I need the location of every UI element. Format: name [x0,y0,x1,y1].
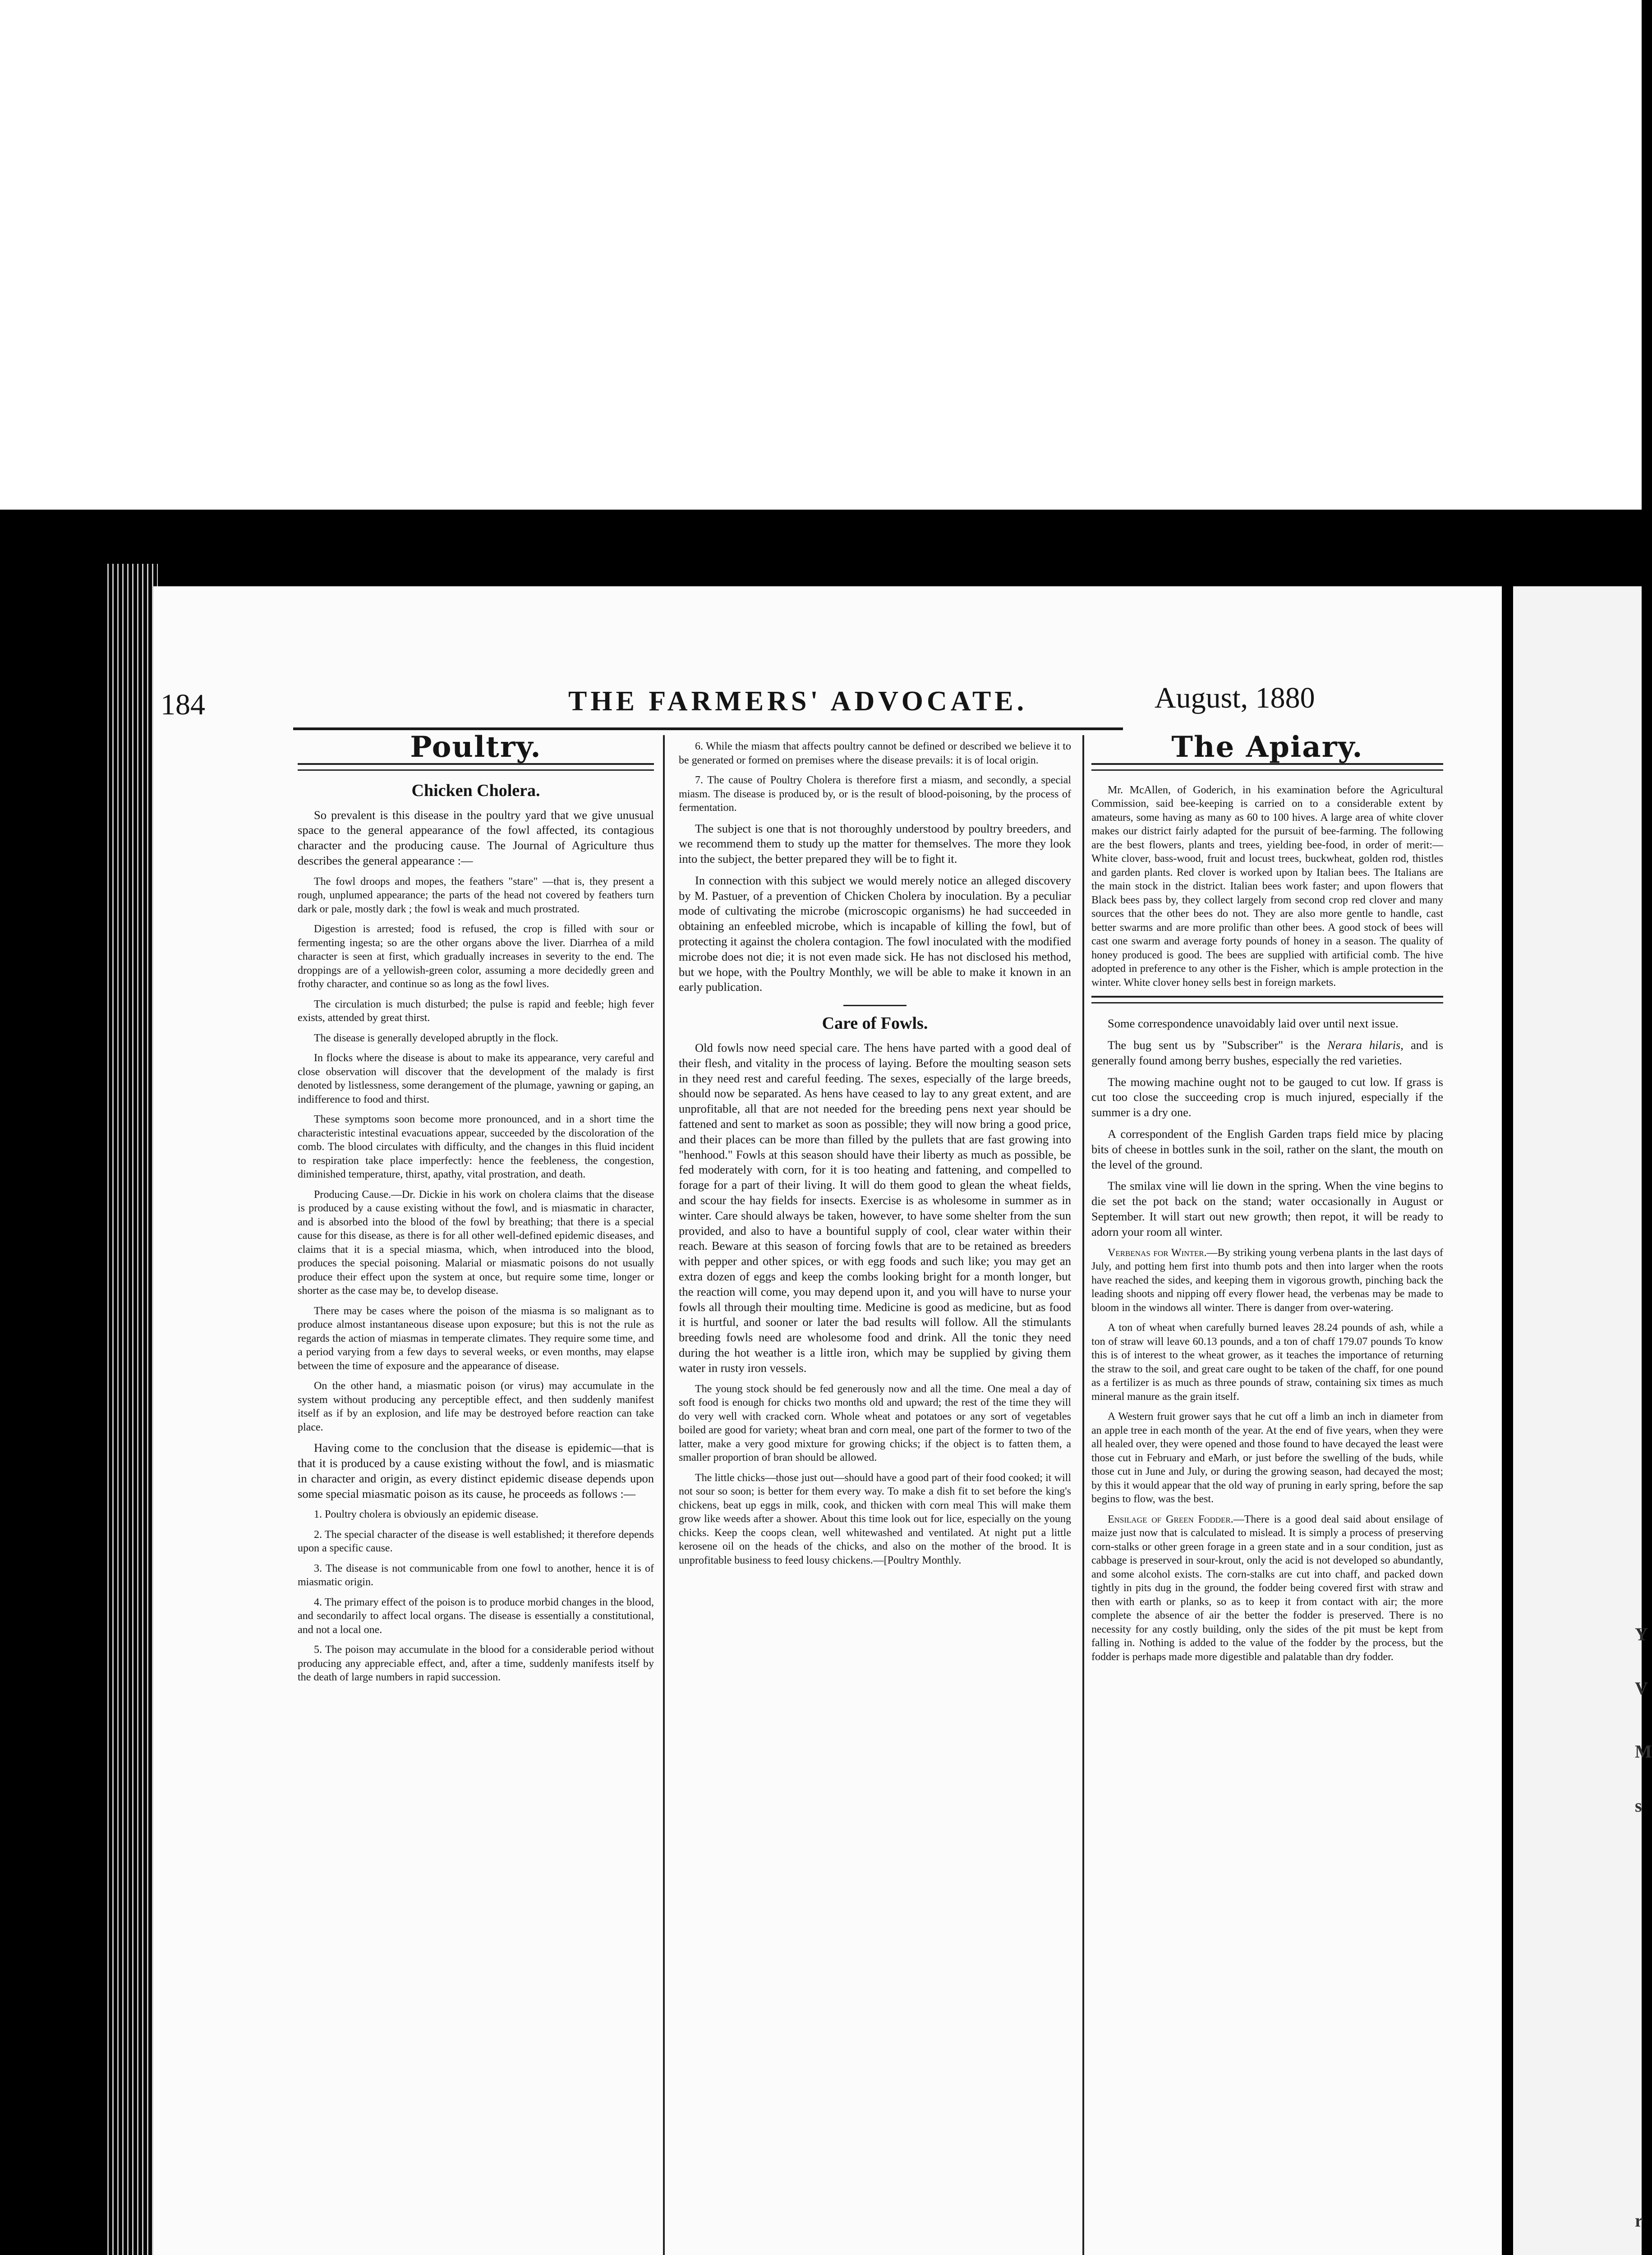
paragraph: So prevalent is this disease in the poultry yard that we give unusual space to the general appearance of the fowl affected, its contagious character and the producing cause. The Journal of Agriculture thus describes the general appearance :— [298,808,654,867]
paragraph: Having come to the conclusion that the disease is epidemic—that is that it is produced by a cause existing without the fowl, and is miasmatic in character and origin, as every distinct epidemic disease depends upon some special miasmatic poison as its cause, he proceeds as follows :— [298,1441,654,1500]
list-item: 1. Poultry cholera is obviously an epidemic disease. [314,1509,538,1521]
section-rule [298,763,654,771]
paragraph: Old fowls now need special care. The hens have parted with a good deal of their flesh, and vitality in the process of laying. Before the moulting season sets in they need rest and careful feeding. The sexes, especially of the large breeds, should now be separated. As hens have ceased to lay to any great extent, and are unprofitable, all that are not needed for the breeding pens next year should be fattened and sent to market as soon as possible; they will now bring a good price, and their places can be more than filled by the pullets that are fast growing into "henhood." Fowls at this season should have their liberty as much as possible, be fed moderately with corn, for it is too heating and fattening, and compelled to forage for a part of their living. It will do them good to glean the wheat fields, and scour the hay fields for insects. Exercise is as wholesome in summer as in winter. Care should always be taken, however, to have some shelter from the sun provided, and also to have a bountiful supply of cool, clear water within their reach. Beware at this season of forcing fowls that are to be retained as breeders with pepper and other spices, or with egg foods and such like; you may get an extra dozen of eggs and keep the combs looking bright for a month longer, but the reaction will come, you may depend upon it, and you will have to nurse your fowls all through their moulting time. Medicine is good as medicine, but as food it is hurtful, and sooner or later the bad results will follow. All the stimulants breeding fowls need are wholesome food and drink. All the tonic they need during the hot weather is a little iron, which may be supplied by giving them water in rusty iron vessels. [679,1041,1071,1375]
column-apiary [1091,730,1444,1670]
paragraph: Digestion is arrested; food is refused, the crop is filled with sour or fermenting ingesta; so are the other organs above the liver. Diarrhea of a mild character is seen at first, which gradually increases in severity to the end. The droppings are of a yellowish-green color, assuming a more decidedly green and frothy character, and continue so as long as the fowl lives. [298,923,654,990]
paragraph: The subject is one that is not thoroughly understood by poultry breeders, and we recommend them to study up the matter for themselves. The more they look into the subject, the better prepared they will be to fight it. [679,821,1071,866]
paragraph: These symptoms soon become more pronounced, and in a short time the characteristic intestinal evacuations appear, succeeded by the discoloration of the comb. The blood circulates with difficulty, and the changes in this fluid incident to respiration take place imperfectly: hence the feebleness, the congestion, diminished temperature, thirst, apathy, vital prostration, and death. [298,1114,654,1181]
list-item: 6. While the miasm that affects poultry cannot be defined or described we believe it to be generated or formed on premises where the disease prevails: it is of local origin. [679,741,1071,766]
scanner-background [0,0,1642,510]
list-item: 5. The poison may accumulate in the blood for a considerable period without producing any appreciable effect, and, after a time, suddenly manifests itself by the death of large numbers in rapid succession. [298,1644,654,1684]
paragraph: A correspondent of the English Garden traps field mice by placing bits of cheese in bottles sunk in the soil, rather on the slant, the mouth on the level of the ground. [1091,1127,1443,1171]
text-run: —By striking young verbena plants in the last days of July, and potting hem first into thumb pots and then into larger when the roots have reached the sides, and keeping them in vigorous growth, pinching back the leading shoots and nipping off every flower head, the verbenas may be made to bloom in the windows all winter. There is danger from over-watering. [1091,1247,1444,1314]
facing-page-fragment: V [1635,1678,1648,1698]
text-run: , and is generally found among berry bushes, especially the red varieties. [1091,1038,1444,1067]
paragraph: The circulation is much disturbed; the pulse is rapid and feeble; high fever exists, attended by great thirst. [298,998,654,1024]
paragraph: A ton of wheat when carefully burned leaves 28.24 pounds of ash, while a ton of straw will leave 60.13 pounds, and a ton of chaff 179.07 pounds To know this is of interest to the wheat grower, as it teaches the importance of returning the straw to the soil, and great care ought to be taken of the chaff, for one pound as a fertilizer is as much as three pounds of straw, containing six times as much mineral manure as the grain itself. [1091,1322,1443,1403]
paragraph: The mowing machine ought not to be gauged to cut low. If grass is cut too close the succeeding crop is much injured, especially if the summer is a dry one. [1091,1075,1443,1119]
facing-page-fragment: r [1635,2210,1643,2231]
paragraph: In flocks where the disease is about to make its appearance, very careful and close observation will discover that the development of the malady is first denoted by listlessness, some derangement of the plumage, yawning or gaping, an indifference to food and thirst. [298,1052,654,1105]
text-run: The bug sent us by "Subscriber" is the [1108,1038,1328,1052]
section-rule [1091,763,1443,771]
paragraph: A Western fruit grower says that he cut off a limb an inch in diameter from an apple tree in each month of the year. At the end of five years, when they were all healed over, they were opened and those found to have decayed the least were those cut in February and eMarh, or just before the swelling of the buds, while those cut in June and July, or during the growing season, had decayed the most; by this it would appear that the old way of pruning in early spring, before the sap begins to flow, was the best. [1091,1411,1443,1505]
text-run: —There is a good deal said about ensilage of maize just now that is calculated to mislead. It is simply a process of preserving corn-stalks or other green forage in a green state and in a sour condition, just as cabbage is preserved in sour-krout, only the acid is not developed so abundantly, and some alcohol exists. The corn-stalks are cut into chaff, and packed down tightly in pits dug in the ground, the fodder being covered first with straw and then with earth or planks, so as to keep it from contact with air; the more complete the absence of air the better the fodder is preserved. There is no necessity for any costly building, only the sides of the pit must be kept from falling in. Nothing is added to the value of the fodder by the process, but the fodder is perhaps made more digestible and palatable than dry fodder. [1091,1513,1443,1663]
section-heading-apiary: The Apiary. [1171,730,1363,764]
species-name: Nerara hilaris [1327,1038,1401,1052]
facing-page [1513,586,1652,2255]
separator [843,1005,907,1006]
paragraph: On the other hand, a miasmatic poison (or virus) may accumulate in the system without producing any perceptible effect, and then suddenly manifest itself as if by an explosion, and life may be destroyed before reaction can take place. [298,1380,654,1433]
list-item: 2. The special character of the disease is well established; it therefore depends upon a specific cause. [298,1528,654,1555]
paragraph: The fowl droops and mopes, the feathers "stare" —that is, they present a rough, unplumed appearance; the parts of the head not covered by feathers turn dark or pale, mostly dark ; the fowl is weak and much prostrated. [298,875,654,915]
facing-page-fragment: M [1635,1741,1652,1762]
masthead: THE FARMERS' ADVOCATE. [568,686,1028,717]
section-rule [1091,996,1443,1003]
paragraph: The young stock should be fed generously now and all the time. One meal a day of soft food is enough for chicks two months old and upward; the rest of the time they will do very well with cracked corn. Whole wheat and potatoes or any sort of vegetables boiled are good for variety; wheat bran and corn meal, one part of the former to two of the latter, make a very good mixture for growing chicks; if the object is to fatten them, a smaller proportion of bran should be allowed. [679,1383,1071,1464]
paragraph [1091,1246,1443,1315]
paragraph: Producing Cause.—Dr. Dickie in his work on cholera claims that the disease is produced by a cause existing without the fowl, and is miasmatic in character, and is absorbed into the blood of the fowl by breathing; that there is a special cause for this disease, as there is for all other well-defined epidemic diseases, and claims that it is a special miasma, which, when introduced into the blood, produces the special poisoning. Malarial or miasmatic poisons do not usually produce their effect upon the system at once, but require some time, longer or shorter as the case may be, to develop disease. [298,1188,654,1297]
run-in-heading: Ensilage of Green Fodder. [1108,1513,1233,1525]
facing-page-fragment: Y [1635,1624,1648,1644]
paragraph: In connection with this subject we would merely notice an alleged discovery by M. Pastuer, of a prevention of Chicken Cholera by inoculation. By a peculiar mode of cultivating the microbe (microscopic organisms) he had succeeded in obtaining an enfeebled microbe, which is incapable of killing the fowl, but of protecting it against the cholera contagion. The fowl inoculated with the modified microbe does not die; it is not even made sick. He has not disclosed his method, but we hope, with the Poultry Monthly, we will be able to make it known in an early publication. [679,873,1071,994]
paragraph: Some correspondence unavoidably laid over until next issue. [1108,1017,1399,1031]
article-title: Chicken Cholera. [411,781,540,800]
paragraph [1091,1513,1443,1664]
article-title: Care of Fowls. [822,1014,928,1033]
section-heading-poultry: Poultry. [410,730,542,764]
paragraph: The smilax vine will lie down in the spring. When the vine begins to die set the pot back on the stand; water occasionally in August or September. It will start out new growth; then repot, it will be ready to adorn your room all winter. [1091,1179,1443,1238]
paragraph [1091,1038,1443,1068]
paragraph: The little chicks—those just out—should have a good part of their food cooked; it will not sour so soon; is better for them every way. To make a dish fit to set before the king's chickens, beat up eggs in milk, cook, and thicken with corn meal This will make them grow like weeds after a shower. About this time look out for lice, especially on the young chicks. Keep the coops clean, well whitewashed and ventilated. At night put a little kerosene oil on the heads of the chicks, and also on the mother of the brood. It is unprofitable business to feed lousy chickens.—[Poultry Monthly. [679,1472,1071,1566]
paragraph: There may be cases where the poison of the miasma is so malignant as to produce almost instantaneous disease upon exposure; but this is not the rule as regards the action of miasmas in temperate climates. They require some time, and a period varying from a few days to several weeks, or even months, may elapse between the time of exposure and the appearance of disease. [298,1305,654,1372]
column-poultry-continued [679,740,1071,1574]
list-item: 4. The primary effect of the poison is to produce morbid changes in the blood, and secondarily to affect local organs. The disease is essentially a constitutional, and not a local one. [298,1596,654,1636]
list-item: 3. The disease is not communicable from one fowl to another, hence it is of miasmatic origin. [298,1562,654,1588]
column-poultry [298,730,654,1691]
list-item: 7. The cause of Poultry Cholera is therefore first a miasm, and secondly, a special miasm. The disease is produced by, or is the result of blood-poisoning, by the process of fermentation. [679,774,1071,814]
paragraph: Mr. McAllen, of Goderich, in his examination before the Agricultural Commission, said bee-keeping is carried on to a considerable extent by amateurs, some having as many as 60 to 100 hives. A large area of white clover makes our district fairly adapted for the pursuit of bee-farming. The following are the best flowers, plants and trees, yielding bee-food, in order of merit:—White clover, bass-wood, fruit and locust trees, buckwheat, golden rod, thistles and garden plants. Red clover is worked upon by Italian bees. The Italians are the main stock in the district. Italian bees work faster; and upon flowers that Black bees pass by, they collect largely from second crop red clover and many sources that the other bees do not. They are also more gentle to handle, cast better swarms and are more prolific than other bees. A good stock of bees will cast one swarm and average forty pounds of honey in a season. The quality of honey produced is good. The bees are supplied with artificial comb. The hive adopted in preference to any other is the Fisher, which is ample protection in the winter. White clover honey sells best in foreign markets. [1091,784,1443,989]
run-in-heading: Verbenas for Winter. [1108,1247,1207,1259]
page-number: 184 [161,688,205,721]
facing-page-fragment: s [1635,1795,1642,1816]
column-rule [1082,735,1084,2255]
page-edges [104,564,158,2255]
paragraph: The disease is generally developed abruptly in the flock. [314,1032,558,1044]
issue-date: August, 1880 [1155,681,1315,714]
column-rule [663,735,665,2255]
